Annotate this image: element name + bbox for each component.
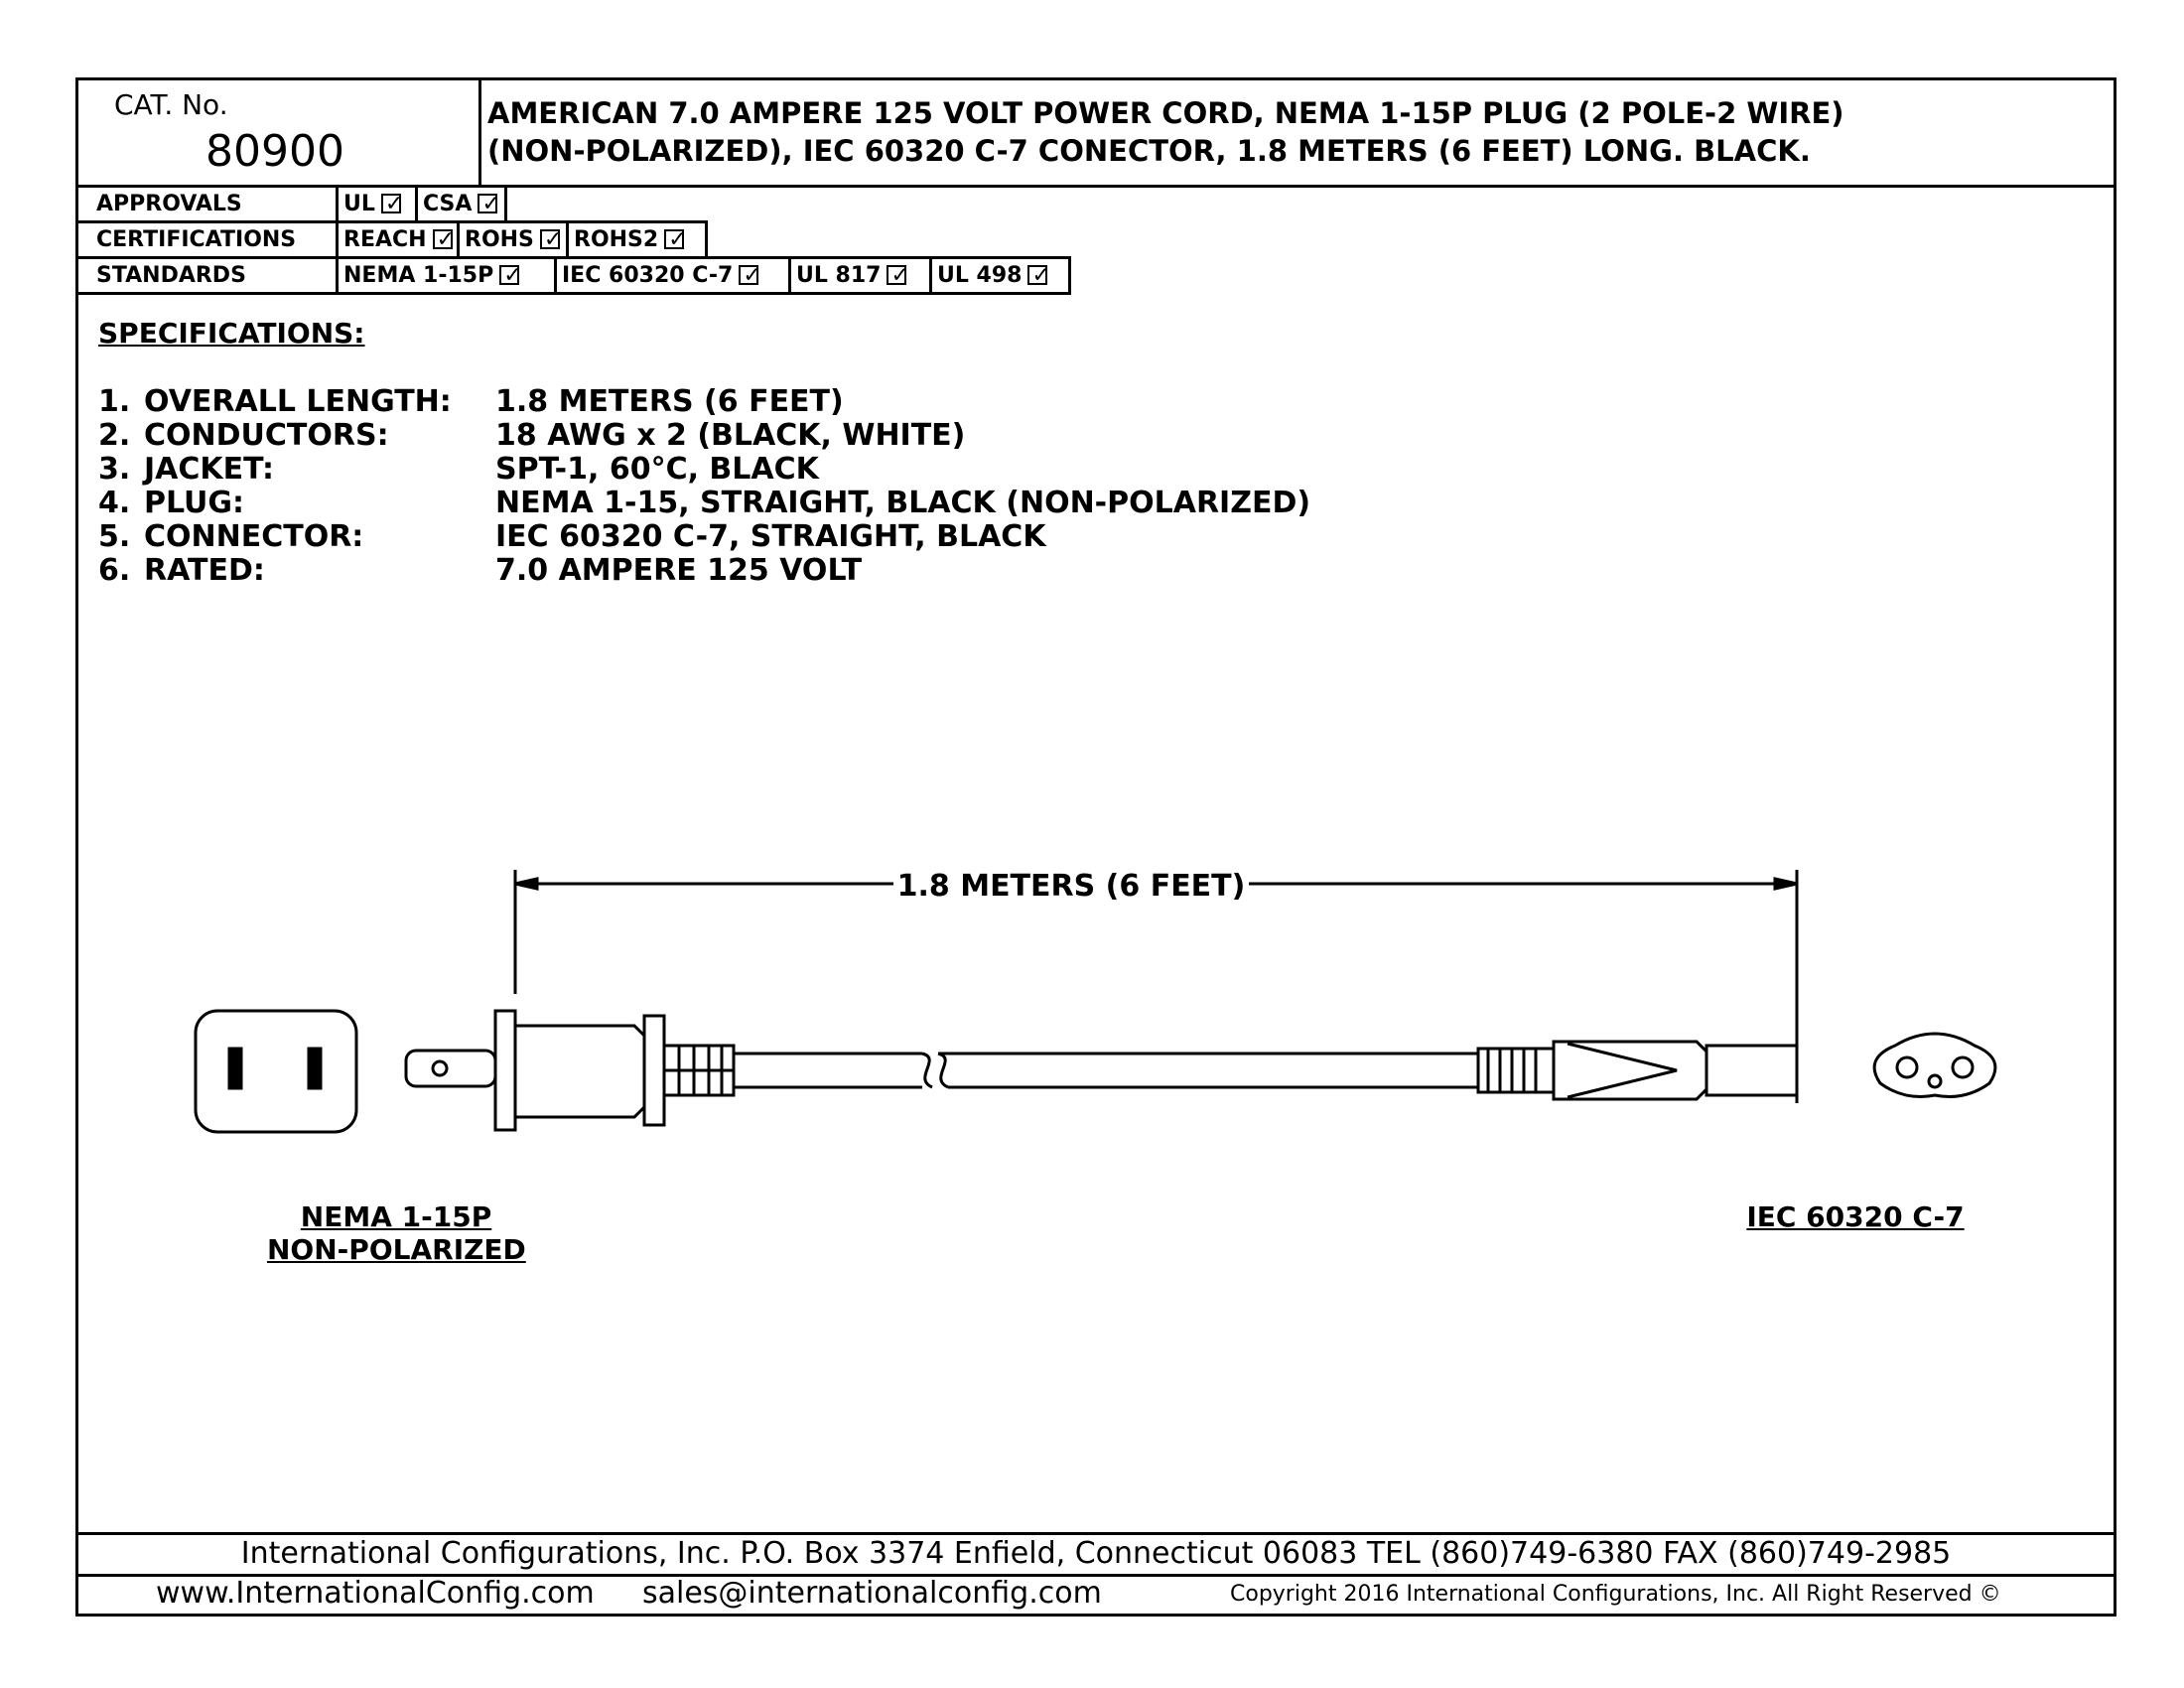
email-link[interactable]: sales@internationalconfig.com (642, 1576, 1102, 1611)
cert-rohs2-text: ROHS2 (574, 227, 659, 252)
plug-pin-slot (229, 1049, 241, 1088)
spec-value: IEC 60320 C-7, STRAIGHT, BLACK (495, 519, 1046, 554)
description-line-1: AMERICAN 7.0 AMPERE 125 VOLT POWER CORD, NEMA 1-15P PLUG (2 POLE-2 WIRE) (487, 96, 1844, 130)
std-ul817-text: UL 817 (796, 263, 882, 288)
spec-number: 4. (98, 486, 131, 520)
copyright-text: Copyright 2016 International Configurations, Inc. All Right Reserved © (1230, 1582, 2001, 1607)
footer-top-rule (78, 1532, 2114, 1535)
spec-name: PLUG: (144, 486, 245, 520)
plug-label-line-1: NEMA 1-15P (300, 1200, 492, 1233)
specifications-heading: SPECIFICATIONS: (98, 317, 365, 350)
spec-number: 1. (98, 384, 131, 419)
company-address: International Configurations, Inc. P.O. Box 3374 Enfield, Connecticut 06083 TEL (860)749-6380 FAX (860)749-2985 (240, 1536, 1952, 1571)
cat-no-label: CAT. No. (114, 88, 228, 121)
spec-number: 6. (98, 553, 131, 588)
certifications-label: CERTIFICATIONS (78, 223, 339, 256)
nema-plug-face-icon (196, 1011, 356, 1132)
plug-side-icon (406, 1011, 734, 1130)
power-cord-drawing (78, 80, 2114, 1530)
spec-name: RATED: (144, 553, 265, 588)
drawing-sheet (75, 77, 2116, 1617)
plug-label (267, 1200, 525, 1266)
c7-connector-face-icon (1874, 1034, 1995, 1097)
website-link[interactable]: www.InternationalConfig.com (156, 1576, 595, 1611)
dimension-label-wrap (78, 869, 1796, 904)
std-iec-text: IEC 60320 C-7 (562, 263, 734, 288)
spec-name: JACKET: (144, 452, 274, 487)
connector-label: IEC 60320 C-7 (1746, 1200, 1965, 1233)
spec-number: 5. (98, 519, 131, 554)
approvals-label: APPROVALS (78, 188, 339, 220)
spec-number: 3. (98, 452, 131, 487)
std-ul498-text: UL 498 (937, 263, 1023, 288)
standards-label: STANDARDS (78, 259, 339, 292)
spec-value: SPT-1, 60°C, BLACK (495, 452, 819, 487)
cert-reach-text: REACH (343, 227, 427, 252)
std-nema-text: NEMA 1-15P (343, 263, 494, 288)
spec-value: NEMA 1-15, STRAIGHT, BLACK (NON-POLARIZED) (495, 486, 1311, 520)
spec-value: 7.0 AMPERE 125 VOLT (495, 553, 863, 588)
spec-name: CONDUCTORS: (144, 418, 389, 453)
plug-label-line-2: NON-POLARIZED (267, 1233, 526, 1266)
cable-icon (734, 1054, 1478, 1087)
spec-value: 18 AWG x 2 (BLACK, WHITE) (495, 418, 966, 453)
spec-name: OVERALL LENGTH: (144, 384, 452, 419)
description-line-2: (NON-POLARIZED), IEC 60320 C-7 CONECTOR, 1.8 METERS (6 FEET) LONG. BLACK. (487, 134, 1811, 168)
cert-rohs-text: ROHS (465, 227, 534, 252)
approval-ul-text: UL (343, 192, 375, 216)
dimension-label: 1.8 METERS (6 FEET) (893, 869, 1250, 904)
spec-value: 1.8 METERS (6 FEET) (495, 384, 844, 419)
cat-no-value: 80900 (205, 126, 344, 177)
spec-number: 2. (98, 418, 131, 453)
connector-side-icon (1478, 1042, 1797, 1099)
plug-pin-slot (309, 1049, 321, 1088)
approval-csa-text: CSA (423, 192, 473, 216)
spec-name: CONNECTOR: (144, 519, 364, 554)
